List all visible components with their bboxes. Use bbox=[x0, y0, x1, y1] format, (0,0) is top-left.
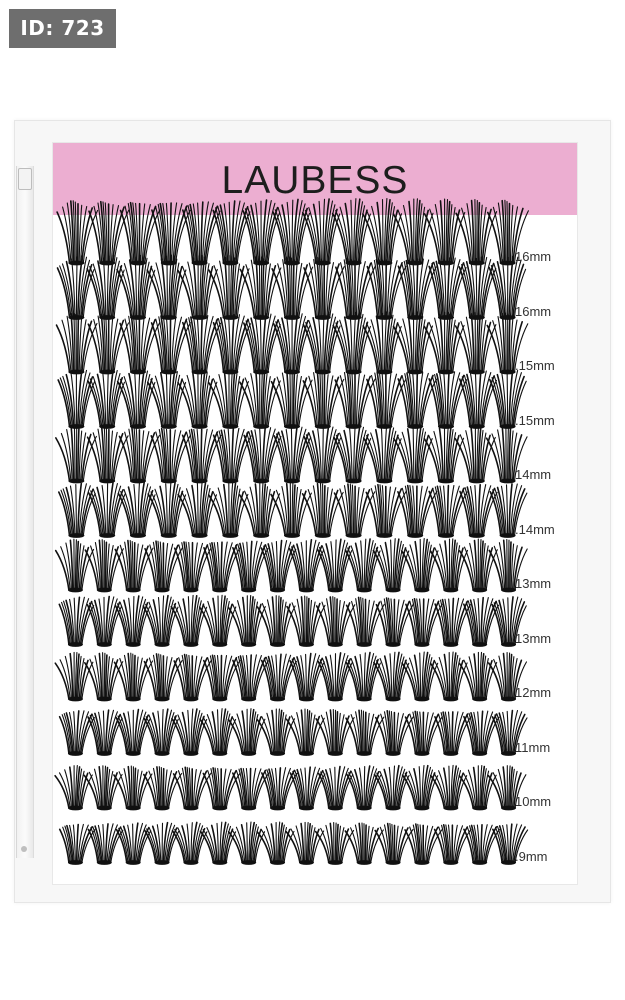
lash-cluster bbox=[59, 597, 93, 647]
lash-cluster bbox=[209, 482, 248, 538]
lash-cluster bbox=[178, 369, 217, 429]
lash-cluster bbox=[317, 597, 355, 647]
lash-cluster bbox=[88, 597, 122, 647]
lash-cluster bbox=[258, 596, 296, 647]
lash-cluster bbox=[456, 313, 496, 375]
lash-cluster bbox=[290, 654, 324, 702]
lash-cluster bbox=[376, 598, 413, 647]
lash-cluster bbox=[120, 315, 160, 374]
lash-cluster bbox=[200, 595, 236, 647]
lash-cluster bbox=[366, 485, 406, 538]
lash-cluster bbox=[85, 540, 123, 593]
lash-cluster bbox=[335, 484, 375, 538]
lash-cluster bbox=[319, 767, 353, 811]
lash-cluster bbox=[118, 369, 155, 429]
lash-cluster bbox=[464, 598, 499, 647]
lash-row bbox=[57, 199, 528, 266]
lash-cluster bbox=[290, 767, 325, 810]
lash-cluster bbox=[174, 767, 212, 810]
lash-cluster bbox=[60, 711, 95, 756]
lash-cluster bbox=[203, 768, 240, 810]
lash-cluster bbox=[56, 539, 94, 592]
lash-cluster bbox=[244, 428, 281, 484]
lash-cluster bbox=[144, 767, 182, 811]
lash-cluster bbox=[363, 312, 401, 375]
lash-cluster bbox=[145, 823, 179, 865]
lash-row bbox=[60, 709, 527, 756]
lash-cluster bbox=[431, 539, 468, 593]
lash-cluster bbox=[435, 825, 472, 865]
lash-cluster bbox=[367, 260, 406, 320]
lash-cluster bbox=[406, 711, 443, 755]
lash-cluster bbox=[304, 426, 341, 483]
lash-cluster bbox=[178, 256, 217, 320]
lash-row bbox=[59, 595, 526, 647]
hinge-dot bbox=[21, 846, 27, 852]
lash-cluster bbox=[243, 200, 279, 265]
lash-cluster bbox=[318, 539, 352, 592]
lash-cluster bbox=[290, 540, 324, 593]
brand-name: LAUBESS bbox=[221, 159, 409, 202]
lash-cluster bbox=[88, 369, 125, 429]
lash-cluster bbox=[244, 314, 280, 375]
lash-cluster bbox=[257, 822, 294, 865]
length-label: 16mm bbox=[515, 303, 552, 319]
lash-cluster bbox=[272, 257, 313, 320]
lash-cluster bbox=[402, 652, 438, 701]
lash-cluster bbox=[55, 652, 93, 701]
lash-cluster bbox=[178, 482, 216, 538]
lash-cluster bbox=[460, 371, 497, 429]
lash-cluster bbox=[200, 822, 235, 865]
length-label: 13mm bbox=[515, 630, 552, 646]
lash-cluster bbox=[394, 312, 433, 375]
hinge-clip bbox=[18, 168, 32, 190]
lash-cluster bbox=[171, 595, 206, 647]
lash-cluster bbox=[459, 257, 496, 320]
lash-cluster bbox=[424, 312, 464, 374]
lash-cluster bbox=[405, 824, 442, 865]
lash-cluster bbox=[272, 370, 313, 429]
lash-cluster bbox=[459, 652, 496, 701]
lash-cluster bbox=[304, 258, 344, 320]
lash-cluster bbox=[209, 369, 249, 429]
lash-cluster bbox=[425, 199, 465, 265]
lash-cluster bbox=[57, 314, 98, 375]
lash-cluster bbox=[274, 313, 310, 374]
lash-cluster bbox=[333, 312, 370, 374]
lash-cluster bbox=[346, 710, 384, 756]
lash-cluster bbox=[336, 259, 376, 320]
lash-cluster bbox=[89, 483, 125, 538]
length-label: 14mm bbox=[515, 467, 552, 482]
lash-cluster bbox=[347, 766, 381, 810]
lash-cluster bbox=[240, 369, 280, 429]
lash-cluster bbox=[172, 709, 207, 756]
length-label: .15mm bbox=[515, 412, 555, 428]
id-badge: ID: 723 bbox=[9, 9, 116, 48]
lash-cluster bbox=[84, 766, 122, 811]
lash-cluster bbox=[117, 823, 151, 865]
lash-cluster bbox=[57, 201, 98, 266]
length-label: 11mm bbox=[515, 739, 551, 755]
lash-cluster bbox=[229, 822, 265, 865]
lash-cluster bbox=[114, 766, 152, 810]
lash-cluster bbox=[88, 427, 129, 483]
lash-cluster bbox=[287, 709, 325, 756]
lash-cluster bbox=[394, 425, 432, 483]
length-label: .9mm bbox=[515, 848, 548, 864]
lash-cluster bbox=[429, 372, 467, 429]
lash-cluster bbox=[145, 541, 182, 592]
lash-cluster bbox=[88, 710, 122, 756]
lash-cluster bbox=[144, 709, 178, 756]
lash-cluster bbox=[273, 199, 310, 265]
lash-cluster bbox=[347, 597, 385, 647]
lash-cluster bbox=[144, 654, 182, 701]
lash-cluster bbox=[271, 483, 311, 538]
lash-cluster bbox=[85, 653, 123, 702]
lash-cluster bbox=[200, 709, 236, 756]
lash-cluster bbox=[214, 315, 251, 375]
lash-row bbox=[56, 539, 528, 593]
lash-cluster bbox=[261, 541, 295, 593]
case-hinge bbox=[16, 166, 34, 858]
lash-cluster bbox=[455, 426, 495, 484]
lash-row bbox=[55, 765, 526, 810]
lash-cluster bbox=[345, 823, 383, 865]
lash-cluster bbox=[318, 653, 352, 701]
lash-cluster bbox=[228, 709, 265, 756]
lash-cluster bbox=[316, 823, 354, 865]
lash-cluster bbox=[55, 766, 92, 811]
lash-cluster bbox=[346, 653, 380, 702]
lash-cluster bbox=[459, 766, 496, 811]
lash-cluster bbox=[228, 596, 265, 647]
lash-cluster bbox=[58, 370, 94, 429]
lash-row bbox=[58, 255, 526, 320]
lash-cluster bbox=[303, 313, 340, 375]
lash-cluster bbox=[117, 255, 155, 320]
lash-row bbox=[57, 312, 528, 375]
lash-cluster bbox=[333, 199, 371, 266]
lash-cluster bbox=[367, 372, 406, 429]
lash-cluster bbox=[303, 483, 344, 538]
lash-cluster bbox=[118, 482, 155, 538]
lash-cluster bbox=[240, 482, 280, 538]
lash-cluster bbox=[316, 710, 354, 756]
lash-cluster bbox=[376, 711, 414, 756]
lash-cluster bbox=[88, 314, 128, 374]
lash-cluster bbox=[209, 256, 249, 320]
lash-cluster bbox=[58, 256, 95, 320]
lash-row bbox=[58, 369, 526, 429]
lash-cluster bbox=[403, 766, 438, 811]
length-label: 16mm bbox=[515, 249, 552, 264]
lash-cluster bbox=[431, 652, 468, 701]
lash-cluster bbox=[345, 539, 380, 592]
lash-cluster bbox=[363, 199, 402, 266]
lash-rows bbox=[53, 143, 578, 885]
lash-cluster bbox=[148, 369, 186, 429]
lash-cluster bbox=[233, 541, 268, 592]
lash-cluster bbox=[286, 822, 324, 864]
lash-cluster bbox=[240, 256, 281, 320]
lash-row bbox=[59, 482, 527, 538]
lash-card bbox=[52, 142, 578, 885]
lash-cluster bbox=[373, 539, 408, 593]
lash-cluster bbox=[115, 596, 149, 647]
lash-cluster bbox=[116, 710, 150, 756]
length-label: .14mm bbox=[515, 521, 555, 537]
lash-cluster bbox=[303, 199, 340, 265]
lash-cluster bbox=[143, 596, 178, 647]
lash-cluster bbox=[456, 200, 497, 266]
length-label: .15mm bbox=[515, 358, 555, 373]
lash-cluster bbox=[431, 765, 467, 810]
lash-cluster bbox=[257, 709, 294, 756]
lash-cluster bbox=[375, 824, 413, 865]
length-label: 13mm bbox=[515, 576, 552, 591]
lash-cluster bbox=[56, 426, 97, 483]
lash-cluster bbox=[274, 427, 310, 484]
lash-cluster bbox=[147, 255, 186, 320]
length-label: 12mm bbox=[515, 685, 552, 700]
lash-cluster bbox=[173, 822, 208, 864]
lash-cluster bbox=[334, 426, 371, 484]
lash-cluster bbox=[59, 484, 95, 538]
lash-cluster bbox=[460, 485, 497, 538]
lash-cluster bbox=[394, 199, 434, 266]
lash-cluster bbox=[303, 370, 344, 429]
lash-cluster bbox=[374, 652, 409, 701]
lash-cluster bbox=[115, 541, 153, 593]
lash-cluster bbox=[364, 426, 402, 484]
lash-cluster bbox=[375, 766, 410, 811]
lash-cluster bbox=[402, 539, 438, 593]
lash-cluster bbox=[148, 482, 185, 538]
lash-cluster bbox=[88, 824, 123, 865]
lash-cluster bbox=[204, 655, 240, 701]
lash-cluster bbox=[175, 542, 212, 592]
lash-cluster bbox=[335, 371, 375, 429]
lash-cluster bbox=[398, 486, 437, 538]
lash-cluster bbox=[174, 655, 211, 702]
lash-cluster bbox=[460, 539, 498, 592]
lash-cluster bbox=[424, 425, 463, 483]
lash-row bbox=[56, 425, 527, 483]
length-label: 10mm bbox=[515, 794, 552, 809]
lash-cluster bbox=[287, 596, 325, 647]
lash-row bbox=[55, 652, 526, 701]
lash-cluster bbox=[429, 258, 466, 320]
lash-cluster bbox=[120, 428, 160, 484]
lash-cluster bbox=[152, 316, 191, 374]
lash-cluster bbox=[115, 653, 153, 701]
lash-cluster bbox=[151, 429, 190, 484]
lash-row bbox=[60, 822, 528, 865]
